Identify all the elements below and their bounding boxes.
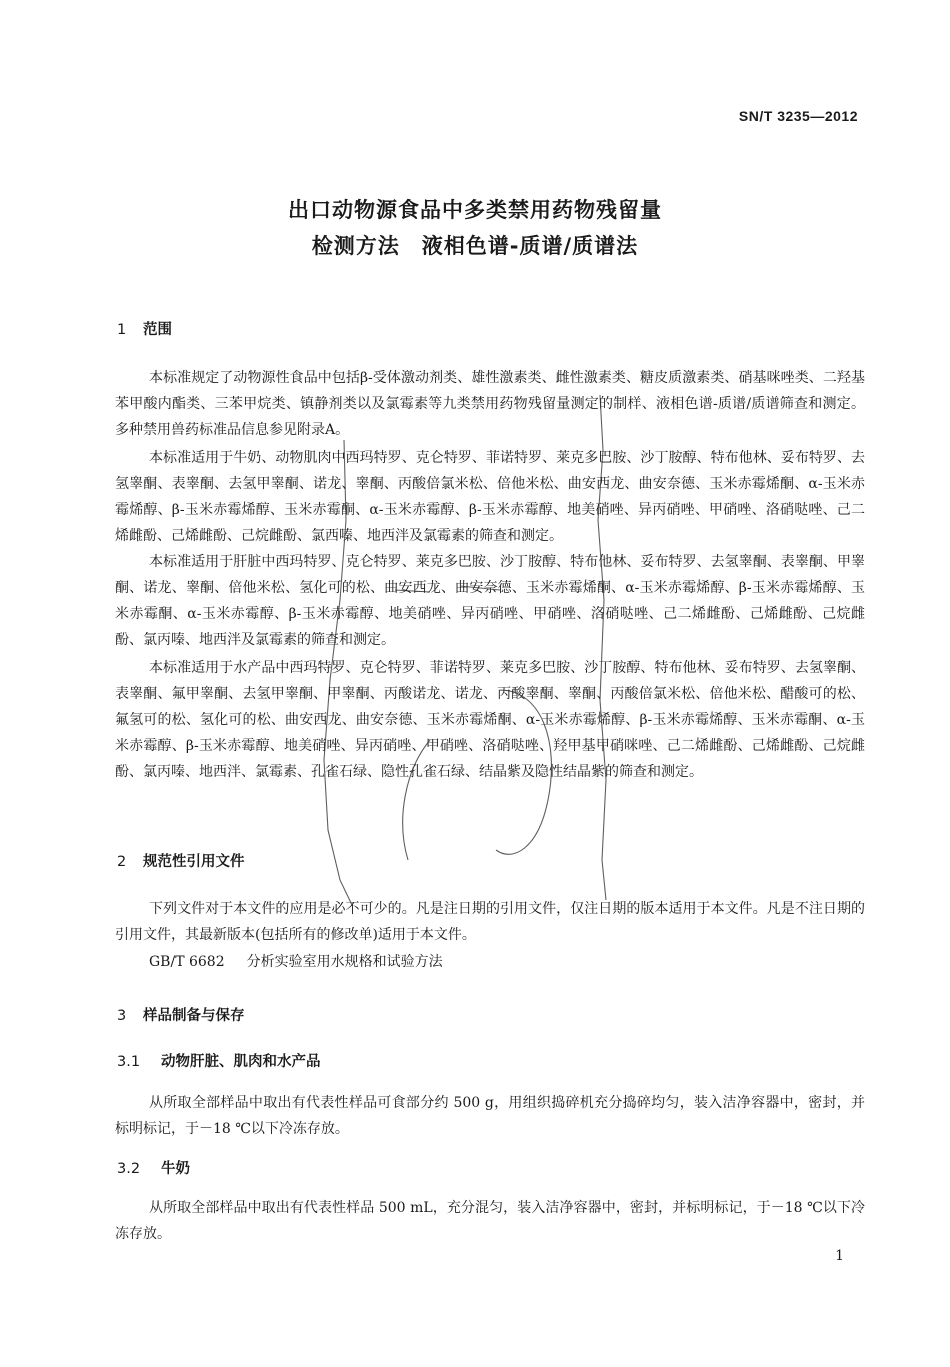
section-title: 范围 (143, 322, 172, 338)
section-3-1-heading (117, 1050, 321, 1071)
title-line-2 (0, 228, 950, 264)
section-1-paragraph-2: 本标准适用于牛奶、动物肌肉中西玛特罗、克仑特罗、菲诺特罗、莱克多巴胺、沙丁胺醇、特布他林、妥布特罗、去氢睾酮、表睾酮、去氢甲睾酮、诺龙、睾酮、丙酸倍氯米松、倍他米松、曲安西龙、曲安奈德、玉米赤霉烯酮、α-玉米赤霉烯醇、β-玉米赤霉烯醇、玉米赤霉酮、α-玉米赤霉醇、β-玉米赤霉醇、地美硝唑、异丙硝唑、甲硝唑、洛硝哒唑、己二烯雌酚、己烯雌酚、己烷雌酚、氯西嗪、地西泮及氯霉素的筛查和测定。 (115, 450, 865, 544)
section-number: 2 (117, 854, 127, 870)
section-3-heading (117, 1004, 245, 1025)
section-3-2-heading (117, 1157, 190, 1178)
section-2-paragraph-1: 下列文件对于本文件的应用是必不可少的。凡是注日期的引用文件，仅注日期的版本适用于本文件。凡是不注日期的引用文件，其最新版本(包括所有的修改单)适用于本文件。 (115, 901, 865, 943)
section-3-2-paragraph: 从所取全部样品中取出有代表性样品 500 mL，充分混匀，装入洁净容器中，密封，并标明标记，于－18 ℃以下冷冻存放。 (115, 1200, 865, 1242)
subsection-title: 动物肝脏、肌肉和水产品 (161, 1054, 321, 1070)
section-title: 规范性引用文件 (143, 854, 245, 870)
subsection-number: 3.1 (117, 1054, 141, 1070)
section-1-paragraph-4: 本标准适用于水产品中西玛特罗、克仑特罗、菲诺特罗、莱克多巴胺、沙丁胺醇、特布他林、妥布特罗、去氢睾酮、表睾酮、氟甲睾酮、去氢甲睾酮、甲睾酮、丙酸诺龙、诺龙、丙酸睾酮、睾酮、丙酸倍氯米松、倍他米松、醋酸可的松、氟氢可的松、氢化可的松、曲安西龙、曲安奈德、玉米赤霉烯酮、α-玉米赤霉烯醇、β-玉米赤霉烯醇、玉米赤霉酮、α-玉米赤霉醇、β-玉米赤霉醇、地美硝唑、异丙硝唑、甲硝唑、洛硝哒唑、羟甲基甲硝咪唑、己二烯雌酚、己烯雌酚、己烷雌酚、氯丙嗪、地西泮、氯霉素、孔雀石绿、隐性孔雀石绿、结晶紫及隐性结晶紫的筛查和测定。 (115, 660, 865, 780)
document-title (0, 192, 950, 264)
standard-code: SN/T 3235—2012 (738, 108, 858, 124)
section-2-heading (117, 850, 245, 871)
subsection-number: 3.2 (117, 1161, 141, 1177)
section-3-1-paragraph: 从所取全部样品中取出有代表性样品可食部分约 500 g，用组织捣碎机充分捣碎均匀，装入洁净容器中，密封，并标明标记，于－18 ℃以下冷冻存放。 (115, 1095, 865, 1137)
title-line-2-part-a: 检测方法 (311, 234, 400, 258)
section-1-paragraph-3: 本标准适用于肝脏中西玛特罗、克仑特罗、莱克多巴胺、沙丁胺醇、特布他林、妥布特罗、去氢睾酮、表睾酮、甲睾酮、诺龙、睾酮、倍他米松、氢化可的松、曲安西龙、曲安奈德、玉米赤霉烯酮、α-玉米赤霉烯醇、β-玉米赤霉烯醇、玉米赤霉酮、α-玉米赤霉醇、β-玉米赤霉醇、地美硝唑、异丙硝唑、甲硝唑、洛硝哒唑、己二烯雌酚、己烯雌酚、己烷雌酚、氯丙嗪、地西泮及氯霉素的筛查和测定。 (115, 554, 865, 648)
title-line-1: 出口动物源食品中多类禁用药物残留量 (288, 198, 662, 222)
reference-title: 分析实验室用水规格和试验方法 (246, 954, 443, 970)
subsection-title: 牛奶 (161, 1161, 190, 1177)
section-title: 样品制备与保存 (143, 1008, 245, 1024)
section-number: 1 (117, 322, 127, 338)
section-1-paragraph-1: 本标准规定了动物源性食品中包括β-受体激动剂类、雄性激素类、雌性激素类、糖皮质激素类、硝基咪唑类、二羟基苯甲酸内酯类、三苯甲烷类、镇静剂类以及氯霉素等九类禁用药物残留量测定的制样、液相色谱-质谱/质谱筛查和测定。多种禁用兽药标准品信息参见附录A。 (115, 370, 865, 438)
page-number: 1 (835, 1248, 844, 1264)
reference-code: GB/T 6682 (149, 954, 225, 970)
section-1-heading (117, 318, 172, 339)
section-number: 3 (117, 1008, 127, 1024)
normative-reference (149, 949, 443, 975)
title-line-2-part-b: 液相色谱-质谱/质谱法 (421, 234, 639, 258)
